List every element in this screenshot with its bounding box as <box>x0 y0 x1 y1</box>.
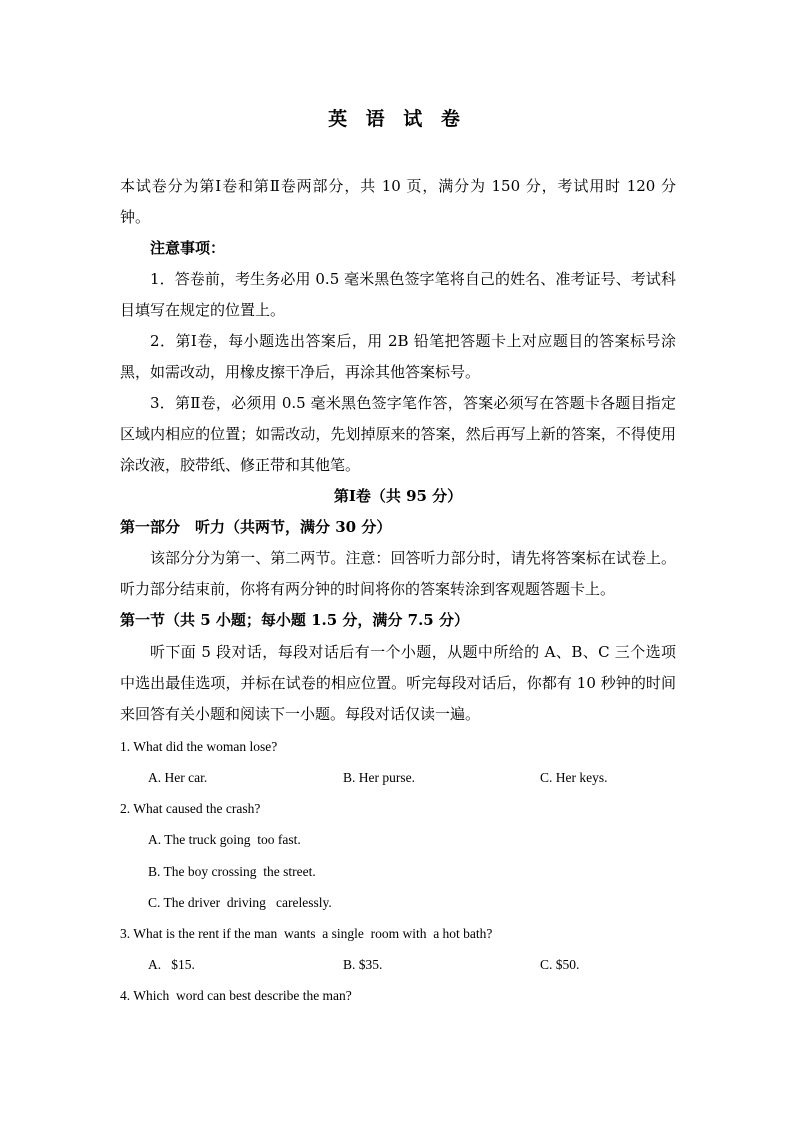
question-3-option-a: A. $15. <box>148 957 195 972</box>
question-3-stem: 3. What is the rent if the man wants a single room with a hot bath? <box>120 926 493 941</box>
notice-item-2: 2．第Ⅰ卷，每小题选出答案后，用 2B 铅笔把答题卡上对应题目的答案标号涂黑，如需改动，用橡皮擦干净后，再涂其他答案标号。 <box>120 332 676 381</box>
question-1-option-a: A. Her car. <box>148 770 208 785</box>
intro-text: 本试卷分为第Ⅰ卷和第Ⅱ卷两部分，共 10 页，满分为 150 分，考试用时 120 分钟。 <box>120 177 676 226</box>
notice-item-1: 1．答卷前，考生务必用 0.5 毫米黑色签字笔将自己的姓名、准考证号、考试科目填写在规定的位置上。 <box>120 270 676 319</box>
part1-heading: 第一部分 听力（共两节，满分 30 分） <box>120 518 392 536</box>
question-1-option-c: C. Her keys. <box>540 770 608 785</box>
notice-item-3: 3．第Ⅱ卷，必须用 0.5 毫米黑色签字笔作答，答案必须写在答题卡各题目指定区域内相应的位置；如需改动，先划掉原来的答案，然后再写上新的答案，不得使用涂改液，胶带纸、修正带和其他笔。 <box>120 394 676 474</box>
question-3-option-b: B. $35. <box>343 957 383 972</box>
question-2-stem: 2. What caused the crash? <box>120 801 261 816</box>
page-title: 英 语 试 卷 <box>328 108 466 130</box>
question-4-stem: 4. Which word can best describe the man? <box>120 988 352 1003</box>
question-1-option-b: B. Her purse. <box>343 770 415 785</box>
question-3-option-c: C. $50. <box>540 957 580 972</box>
question-1-stem: 1. What did the woman lose? <box>120 739 278 754</box>
volume-heading: 第Ⅰ卷（共 95 分） <box>333 487 463 505</box>
section1-heading: 第一节（共 5 小题；每小题 1.5 分，满分 7.5 分） <box>120 611 469 629</box>
question-2-option-b: B. The boy crossing the street. <box>148 864 316 879</box>
notice-heading: 注意事项： <box>150 239 226 257</box>
question-2-option-a: A. The truck going too fast. <box>148 832 301 847</box>
section1-description: 听下面 5 段对话，每段对话后有一个小题，从题中所给的 A、B、C 三个选项中选出最佳选项，并标在试卷的相应位置。听完每段对话后，你都有 10 秒钟的时间来回答有关小题和阅读下一小题。每段对话仅读一遍。 <box>120 643 676 723</box>
part1-description: 该部分分为第一、第二两节。注意：回答听力部分时，请先将答案标在试卷上。听力部分结束前，你将有两分钟的时间将你的答案转涂到客观题答题卡上。 <box>120 549 676 598</box>
question-2-option-c: C. The driver driving carelessly. <box>148 895 332 910</box>
